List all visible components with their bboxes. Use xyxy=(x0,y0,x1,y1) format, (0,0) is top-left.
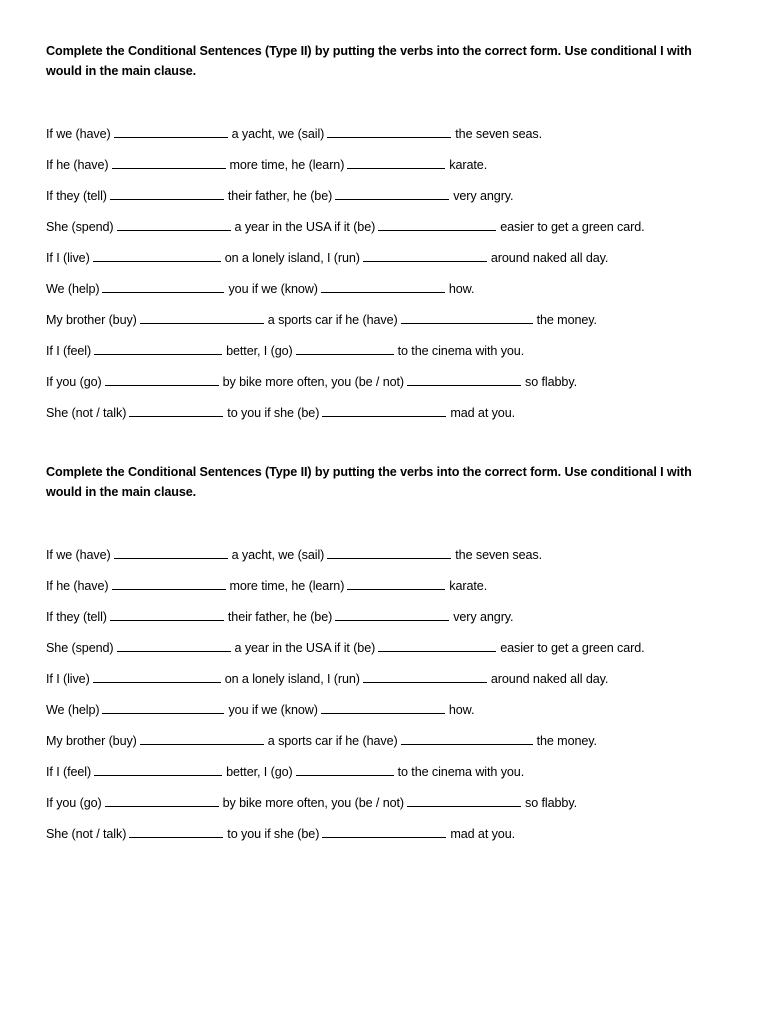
answer-blank[interactable] xyxy=(347,575,445,590)
answer-blank[interactable] xyxy=(114,544,228,559)
answer-blank[interactable] xyxy=(112,154,226,169)
sentence-text: so flabby. xyxy=(525,796,577,810)
sentence-text: very angry. xyxy=(453,610,514,624)
sentence-text: She (spend) xyxy=(46,220,114,234)
sentence-text: She (not / talk) xyxy=(46,827,127,841)
sentence-text: We (help) xyxy=(46,282,100,296)
sentence-text: karate. xyxy=(449,579,488,593)
sentence-list xyxy=(46,123,726,433)
sentence-row xyxy=(46,371,726,402)
answer-blank[interactable] xyxy=(322,402,446,417)
answer-blank[interactable] xyxy=(94,340,222,355)
sentence-row xyxy=(46,823,726,854)
answer-blank[interactable] xyxy=(93,247,221,262)
answer-blank[interactable] xyxy=(407,371,521,386)
sentence-text: If we (have) xyxy=(46,548,111,562)
exercise-section-1 xyxy=(46,41,726,433)
sentence-text: the seven seas. xyxy=(455,548,542,562)
sentence-text: around naked all day. xyxy=(490,672,609,686)
answer-blank[interactable] xyxy=(110,606,224,621)
answer-blank[interactable] xyxy=(129,402,223,417)
sentence-text: If I (feel) xyxy=(46,344,92,358)
sentence-text: more time, he (learn) xyxy=(229,158,345,172)
sentence-text: around naked all day. xyxy=(490,251,609,265)
sentence-row xyxy=(46,247,726,278)
sentence-text: a year in the USA if it (be) xyxy=(234,220,376,234)
sentence-text: better, I (go) xyxy=(226,765,293,779)
answer-blank[interactable] xyxy=(335,606,449,621)
sentence-text: you if we (know) xyxy=(228,282,318,296)
answer-blank[interactable] xyxy=(94,761,222,776)
sentence-text: She (spend) xyxy=(46,641,114,655)
sentence-text: on a lonely island, I (run) xyxy=(224,672,360,686)
sentence-text: a yacht, we (sail) xyxy=(231,548,325,562)
sentence-row xyxy=(46,606,726,637)
answer-blank[interactable] xyxy=(321,278,445,293)
sentence-text: If he (have) xyxy=(46,579,109,593)
sentence-text: on a lonely island, I (run) xyxy=(224,251,360,265)
sentence-text: easier to get a green card. xyxy=(500,641,645,655)
sentence-text: to you if she (be) xyxy=(227,827,320,841)
answer-blank[interactable] xyxy=(363,668,487,683)
sentence-row xyxy=(46,544,726,575)
sentence-text: a year in the USA if it (be) xyxy=(234,641,376,655)
answer-blank[interactable] xyxy=(117,216,231,231)
sentence-text: a yacht, we (sail) xyxy=(231,127,325,141)
sentence-text: their father, he (be) xyxy=(227,189,333,203)
sentence-text: If I (live) xyxy=(46,672,90,686)
answer-blank[interactable] xyxy=(110,185,224,200)
answer-blank[interactable] xyxy=(105,792,219,807)
exercise-section-2 xyxy=(46,462,726,854)
answer-blank[interactable] xyxy=(401,309,533,324)
sentence-row xyxy=(46,402,726,433)
sentence-text: the seven seas. xyxy=(455,127,542,141)
answer-blank[interactable] xyxy=(129,823,223,838)
sentence-text: by bike more often, you (be / not) xyxy=(222,375,405,389)
answer-blank[interactable] xyxy=(140,730,264,745)
answer-blank[interactable] xyxy=(322,823,446,838)
sentence-text: mad at you. xyxy=(450,406,516,420)
sentence-row xyxy=(46,575,726,606)
sentence-text: karate. xyxy=(449,158,488,172)
sentence-row xyxy=(46,761,726,792)
sentence-row xyxy=(46,154,726,185)
sentence-text: to you if she (be) xyxy=(227,406,320,420)
sentence-text: easier to get a green card. xyxy=(500,220,645,234)
answer-blank[interactable] xyxy=(117,637,231,652)
sentence-text: We (help) xyxy=(46,703,100,717)
sentence-text: If I (live) xyxy=(46,251,90,265)
sentence-text: how. xyxy=(448,282,475,296)
answer-blank[interactable] xyxy=(347,154,445,169)
answer-blank[interactable] xyxy=(140,309,264,324)
sentence-row xyxy=(46,730,726,761)
sentence-text: so flabby. xyxy=(525,375,577,389)
answer-blank[interactable] xyxy=(363,247,487,262)
answer-blank[interactable] xyxy=(321,699,445,714)
sentence-text: If they (tell) xyxy=(46,610,107,624)
sentence-row xyxy=(46,123,726,154)
answer-blank[interactable] xyxy=(114,123,228,138)
sentence-text: If they (tell) xyxy=(46,189,107,203)
answer-blank[interactable] xyxy=(335,185,449,200)
sentence-text: better, I (go) xyxy=(226,344,293,358)
answer-blank[interactable] xyxy=(93,668,221,683)
instructions: Complete the Conditional Sentences (Type II) by putting the verbs into the correct form. Use conditional I with would in the main clause. xyxy=(46,465,692,499)
answer-blank[interactable] xyxy=(407,792,521,807)
sentence-text: She (not / talk) xyxy=(46,406,127,420)
answer-blank[interactable] xyxy=(102,699,224,714)
answer-blank[interactable] xyxy=(401,730,533,745)
sentence-text: a sports car if he (have) xyxy=(267,734,398,748)
answer-blank[interactable] xyxy=(102,278,224,293)
sentence-text: If you (go) xyxy=(46,796,102,810)
sentence-row xyxy=(46,216,726,247)
sentence-text: If we (have) xyxy=(46,127,111,141)
sentence-text: If I (feel) xyxy=(46,765,92,779)
sentence-text: My brother (buy) xyxy=(46,313,137,327)
sentence-list xyxy=(46,544,726,854)
sentence-text: My brother (buy) xyxy=(46,734,137,748)
sentence-text: to the cinema with you. xyxy=(397,765,525,779)
answer-blank[interactable] xyxy=(378,216,496,231)
answer-blank[interactable] xyxy=(327,123,451,138)
answer-blank[interactable] xyxy=(296,340,394,355)
sentence-text: If you (go) xyxy=(46,375,102,389)
answer-blank[interactable] xyxy=(296,761,394,776)
sentence-row xyxy=(46,699,726,730)
sentence-text: very angry. xyxy=(453,189,514,203)
sentence-row xyxy=(46,792,726,823)
instructions: Complete the Conditional Sentences (Type II) by putting the verbs into the correct form. Use conditional I with would in the main clause. xyxy=(46,44,692,78)
sentence-text: you if we (know) xyxy=(228,703,318,717)
sentence-text: more time, he (learn) xyxy=(229,579,345,593)
sentence-row xyxy=(46,278,726,309)
sentence-row xyxy=(46,309,726,340)
sentence-text: how. xyxy=(448,703,475,717)
sentence-row xyxy=(46,668,726,699)
sentence-row xyxy=(46,185,726,216)
sentence-text: the money. xyxy=(536,734,597,748)
sentence-row xyxy=(46,637,726,668)
sentence-text: If he (have) xyxy=(46,158,109,172)
sentence-text: by bike more often, you (be / not) xyxy=(222,796,405,810)
answer-blank[interactable] xyxy=(378,637,496,652)
sentence-text: mad at you. xyxy=(450,827,516,841)
answer-blank[interactable] xyxy=(327,544,451,559)
sentence-text: the money. xyxy=(536,313,597,327)
sentence-text: to the cinema with you. xyxy=(397,344,525,358)
sentence-row xyxy=(46,340,726,371)
answer-blank[interactable] xyxy=(105,371,219,386)
sentence-text: a sports car if he (have) xyxy=(267,313,398,327)
answer-blank[interactable] xyxy=(112,575,226,590)
sentence-text: their father, he (be) xyxy=(227,610,333,624)
